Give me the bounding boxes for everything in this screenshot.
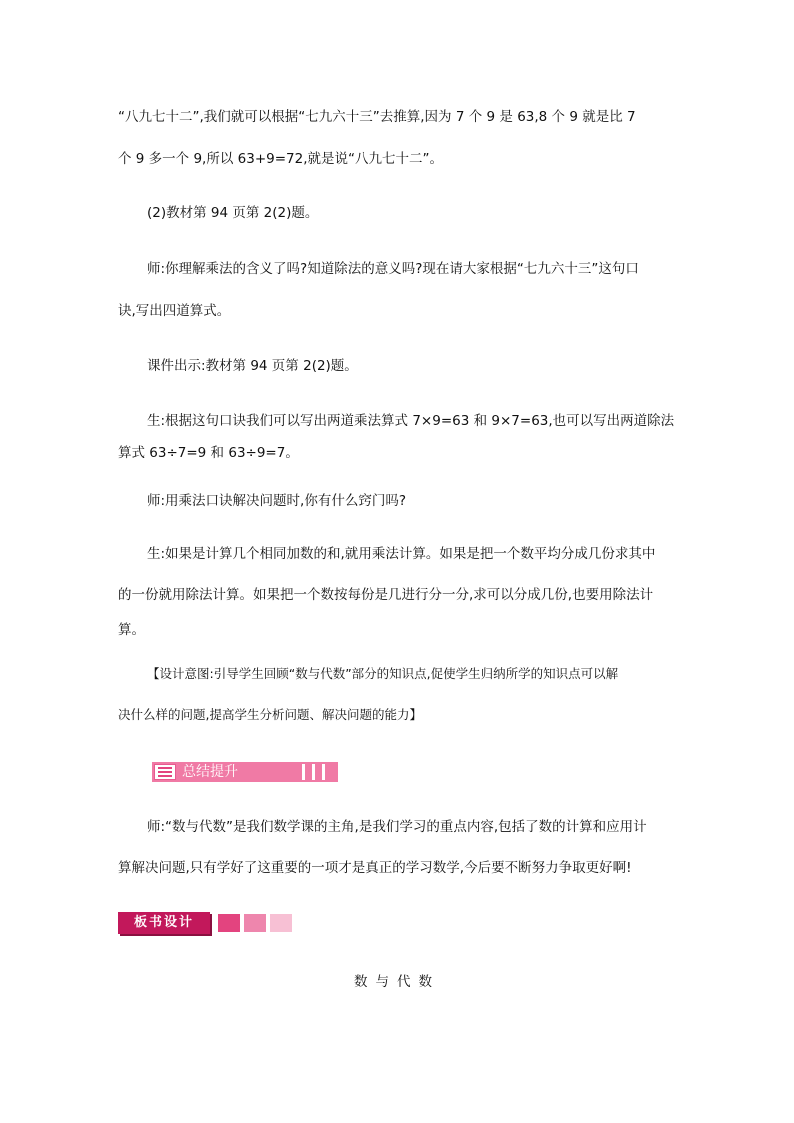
section-header bbox=[152, 762, 338, 782]
decorative-square bbox=[244, 914, 266, 932]
paragraph-line: 诀,写出四道算式。 bbox=[118, 303, 231, 319]
decorative-stripe bbox=[302, 764, 305, 780]
paragraph-line: 算式 63÷7=9 和 63÷9=7。 bbox=[118, 445, 299, 461]
section-number-three-icon bbox=[154, 764, 176, 780]
paragraph-line: 师:你理解乘法的含义了吗?知道除法的意义吗?现在请大家根据“七九六十三”这句口 bbox=[147, 261, 639, 277]
section-title: 总结提升 bbox=[182, 764, 238, 780]
paragraph-line: 生:根据这句口诀我们可以写出两道乘法算式 7×9=63 和 9×7=63,也可以写出两道除法 bbox=[147, 413, 675, 429]
design-intent-line: 【设计意图:引导学生回顾“数与代数”部分的知识点,促使学生归纳所学的知识点可以解 bbox=[147, 666, 619, 681]
paragraph-line: “八九七十二”,我们就可以根据“七九六十三”去推算,因为 7 个 9 是 63,8 个 9 就是比 7 bbox=[118, 109, 636, 125]
board-design-label: 板书设计 bbox=[118, 912, 210, 934]
section-header-background bbox=[152, 762, 338, 782]
paragraph-line: 师:用乘法口诀解决问题时,你有什么窍门吗? bbox=[147, 493, 407, 509]
paragraph-line: (2)教材第 94 页第 2(2)题。 bbox=[147, 205, 319, 221]
paragraph-line: 生:如果是计算几个相同加数的和,就用乘法计算。如果是把一个数平均分成几份求其中 bbox=[147, 546, 656, 562]
paragraph-line: 的一份就用除法计算。如果把一个数按每份是几进行分一分,求可以分成几份,也要用除法计 bbox=[118, 587, 654, 603]
paragraph-line: 个 9 多一个 9,所以 63+9=72,就是说“八九七十二”。 bbox=[118, 151, 443, 167]
summary-line: 算解决问题,只有学好了这重要的一项才是真正的学习数学,今后要不断努力争取更好啊! bbox=[118, 860, 632, 876]
summary-line: 师:“数与代数”是我们数学课的主角,是我们学习的重点内容,包括了数的计算和应用计 bbox=[147, 819, 647, 835]
paragraph-line: 算。 bbox=[118, 622, 145, 638]
design-intent-line: 决什么样的问题,提高学生分析问题、解决问题的能力】 bbox=[118, 707, 422, 722]
decorative-square bbox=[218, 914, 240, 932]
board-title: 数与代数 bbox=[354, 974, 440, 990]
decorative-square bbox=[270, 914, 292, 932]
decorative-stripe bbox=[312, 764, 315, 780]
paragraph-line: 课件出示:教材第 94 页第 2(2)题。 bbox=[147, 358, 358, 374]
decorative-stripe bbox=[322, 764, 325, 780]
